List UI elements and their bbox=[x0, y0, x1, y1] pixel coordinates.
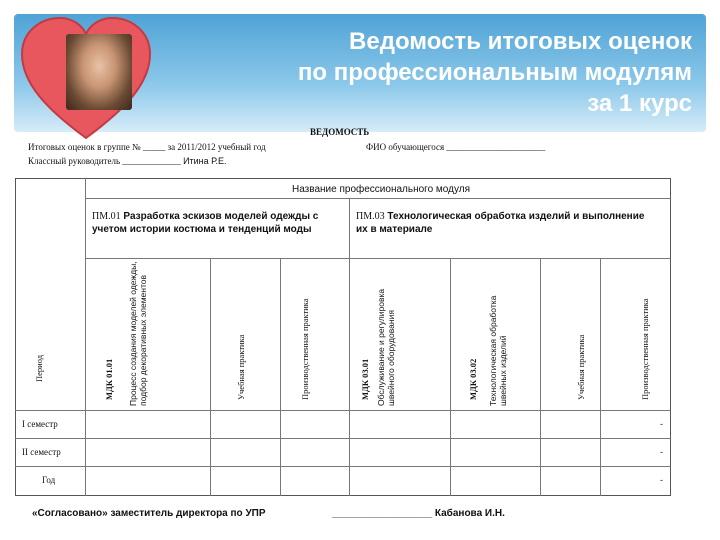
module1-heading bbox=[92, 210, 342, 236]
page-title bbox=[212, 26, 692, 119]
module2-code: ПМ.03 bbox=[356, 211, 385, 222]
signature-line: __________________ Кабанова И.Н. bbox=[332, 508, 505, 519]
modules-header: Название профессионального модуля bbox=[292, 184, 471, 195]
class-teacher-line bbox=[28, 156, 226, 166]
row-period-1: I семестр bbox=[22, 419, 58, 429]
col4-code: МДК 03.01 bbox=[360, 358, 370, 400]
title-line-3: за 1 курс bbox=[587, 90, 692, 117]
col5-code: МДК 03.02 bbox=[468, 358, 478, 400]
row-3-last-cell: - bbox=[660, 475, 663, 485]
class-teacher-label: Классный руководитель _____________ bbox=[28, 156, 181, 166]
row-period-2: II семестр bbox=[22, 447, 61, 457]
row-2-last-cell: - bbox=[660, 447, 663, 457]
col1-code: МДК 01.01 bbox=[104, 358, 114, 400]
group-line: Итоговых оценок в группе № _____ за 2011/2012 учебный год bbox=[28, 142, 266, 152]
class-teacher-name: Итина Р.Е. bbox=[183, 156, 227, 166]
document-heading: ВЕДОМОСТЬ bbox=[310, 127, 370, 137]
col7-title: Производственная практика bbox=[640, 298, 650, 400]
col3-title: Производственная практика bbox=[300, 298, 310, 400]
period-label: Период bbox=[34, 354, 44, 382]
module2-heading bbox=[356, 210, 656, 236]
student-name-line: ФИО обучающегося ______________________ bbox=[366, 142, 546, 152]
module1-code: ПМ.01 bbox=[92, 211, 121, 222]
module1-title: Разработка эскизов моделей одежды с учетом истории костюма и тенденций моды bbox=[92, 211, 319, 235]
agreed-line: «Согласовано» заместитель директора по УПР bbox=[32, 508, 266, 519]
row-1-last-cell: - bbox=[660, 419, 663, 429]
col1-title: Процесс создания моделей одежды, подбор декоративных элементов bbox=[128, 261, 148, 406]
portrait-photo bbox=[66, 34, 132, 110]
col2-title: Учебная практика bbox=[236, 334, 246, 400]
row-period-3: Год bbox=[42, 475, 56, 485]
title-line-2: по профессиональным модулям bbox=[297, 59, 692, 86]
col4-title: Обслуживание и регулировка швейного оборудования bbox=[376, 288, 396, 406]
module2-title: Технологическая обработка изделий и выполнение их в материале bbox=[356, 211, 645, 235]
col5-title: Технологическая обработка швейных изделий bbox=[488, 295, 508, 406]
title-line-1: Ведомость итоговых оценок bbox=[349, 28, 692, 55]
col6-title: Учебная практика bbox=[576, 334, 586, 400]
